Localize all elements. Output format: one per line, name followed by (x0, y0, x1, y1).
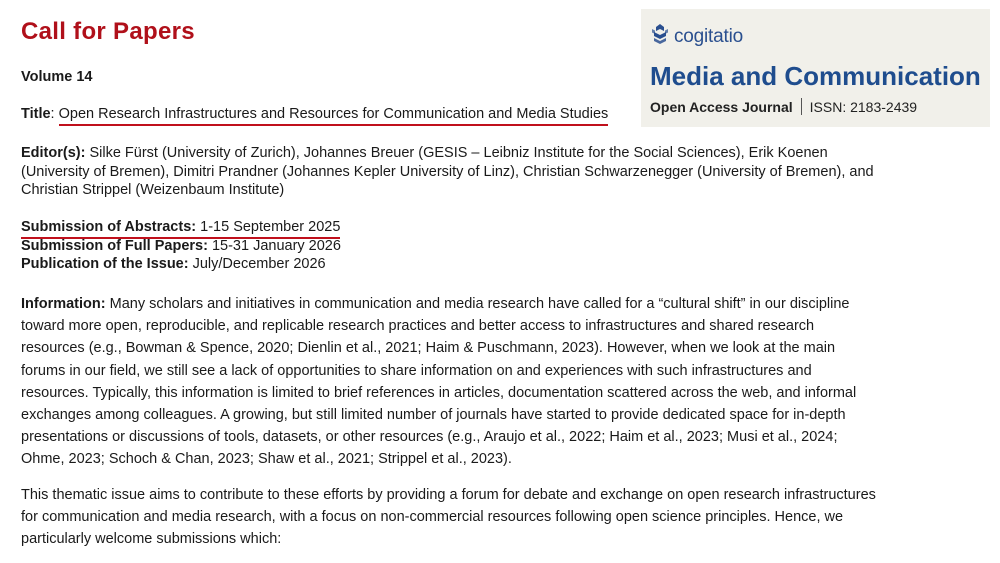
publisher-logo (651, 23, 743, 50)
abstracts-label: Submission of Abstracts: (21, 219, 197, 235)
dates-block (21, 218, 341, 274)
abstracts-row (21, 218, 341, 237)
title-line (21, 106, 608, 122)
title-colon: : (50, 106, 55, 122)
journal-banner (641, 9, 990, 127)
call-for-papers-heading: Call for Papers (21, 18, 195, 45)
issn-label: ISSN: 2183-2439 (809, 98, 918, 115)
separator (801, 98, 802, 115)
publisher-name: cogitatio (674, 25, 743, 47)
title-value: Open Research Infrastructures and Resources for Communication and Media Studies (59, 106, 609, 126)
journal-title: Media and Communication (650, 61, 981, 91)
journal-subtitle (650, 98, 917, 115)
open-access-label: Open Access Journal (650, 98, 793, 115)
publication-row (21, 255, 341, 274)
full-papers-row (21, 237, 341, 256)
editors-value: Silke Fürst (University of Zurich), Johannes Breuer (GESIS – Leibniz Institute for the Social Sciences), Erik Koenen (University of Bremen), Dimitri Prandner (Johannes Kepler University of Linz), Christian Schwarzenegger (University of Bremen), and Christian Strippel (Weizenbaum Institute) (21, 145, 874, 198)
abstracts-value: 1-15 September 2025 (200, 219, 341, 235)
editors-label: Editor(s): (21, 145, 86, 161)
editors-block (21, 144, 881, 200)
volume-label: Volume 14 (21, 69, 93, 85)
full-papers-label: Submission of Full Papers: (21, 237, 208, 254)
thematic-paragraph: This thematic issue aims to contribute to these efforts by providing a forum for debate and exchange on open research infrastructures for communication and media research, with a focus on non-commercial resources following open science principles. Hence, we particularly welcome submissions which: (21, 487, 876, 548)
information-text: Many scholars and initiatives in communication and media research have called for a “cultural shift” in our discipline toward more open, reproducible, and replicable research practices and better access to infrastructures and shared research resources (e.g., Bowman & Spence, 2020; Dienlin et al., 2021; Haim & Puschmann, 2023). However, when we look at the main forums in our field, we still see a lack of opportunities to share information on and experiences with such infrastructures and resources. Typically, this information is limited to brief references in articles, documentation scattered across the web, and informal exchanges among colleagues. A growing, but still limited number of journals have started to provide dedicated space for in-depth presentations or discussions of tools, datasets, or other resources (e.g., Araujo et al., 2022; Haim et al., 2023; Musi et al., 2024; Ohme, 2023; Schoch & Chan, 2023; Shaw et al., 2021; Strippel et al., 2023). (21, 296, 857, 468)
publication-value: July/December 2026 (192, 256, 326, 272)
publication-label: Publication of the Issue: (21, 256, 189, 272)
information-paragraph (21, 293, 881, 471)
full-papers-value: 15-31 January 2026 (211, 237, 341, 254)
cogitatio-logo-icon (651, 23, 669, 50)
information-label: Information: (21, 296, 106, 312)
title-label: Title (21, 106, 51, 122)
